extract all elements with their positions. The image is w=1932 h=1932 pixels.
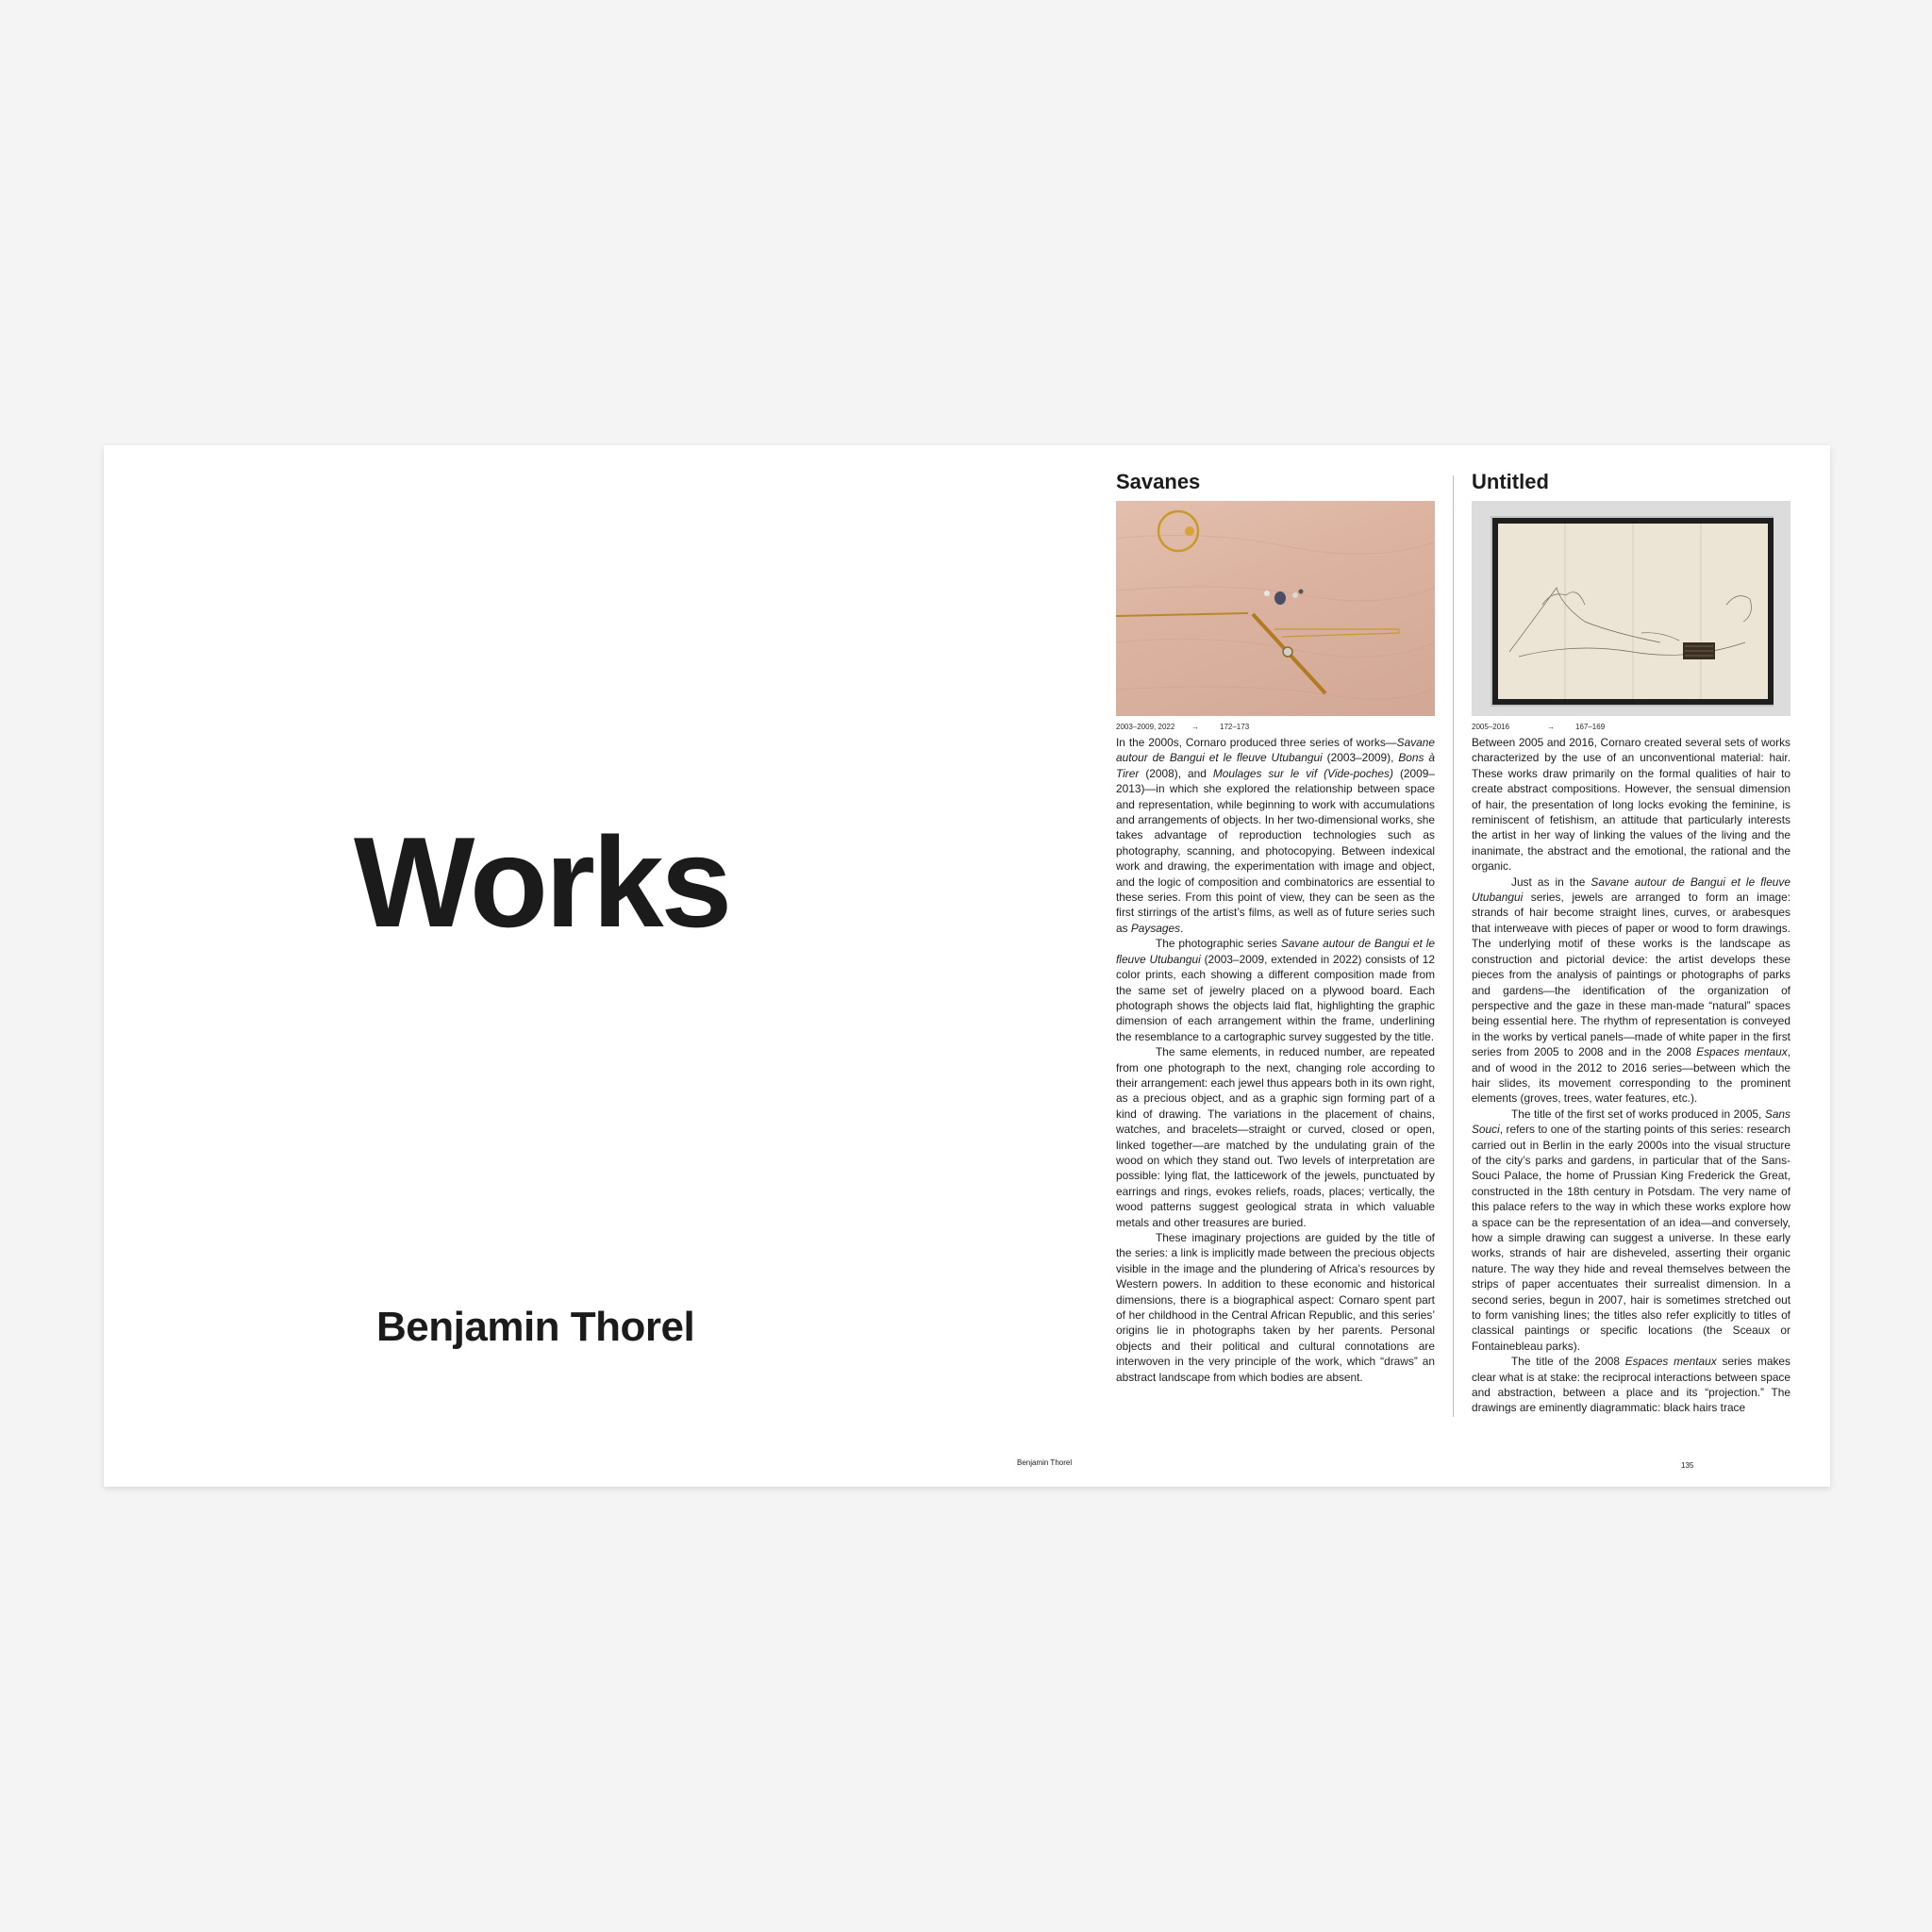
italic-title-run: Moulages sur le vif (Vide-poches) [1212,766,1393,780]
column-untitled [1472,470,1790,1416]
column-savanes [1116,470,1435,1385]
untitled-body [1472,735,1790,1416]
column-title: Untitled [1472,470,1549,493]
caption-pages: 172–173 [1220,723,1250,731]
italic-title-run: Savane autour de Bangui et le fleuve Utubangui [1472,874,1790,905]
italic-title-run: Espaces mentaux [1624,1355,1717,1369]
book-spread [104,445,1830,1487]
body-paragraph [1116,1044,1435,1230]
body-paragraph [1472,874,1790,1107]
italic-title-run: Bons à Tirer [1116,751,1435,780]
text-run: Just as in the [1511,874,1591,889]
text-run: (2003–2009, extended in 2022) consists of 12 color prints, each showing a different composition made from the same set of jewelry placed on a plywood board. Each photograph shows the objects laid flat, highlighting the graphic dimension of each arrangement within the frame, underlining the resemblance to a cartographic survey suggested by the title. [1116,952,1435,1043]
running-footer-author: Benjamin Thorel [1017,1458,1073,1467]
text-run: In the 2000s, Cornaro produced three series of works— [1116,736,1397,749]
text-run: , and of wood in the 2012 to 2016 series—between which the hair slides, its movement corresponding to the prominent elements (groves, trees, water features, etc.). [1472,1045,1790,1106]
text-run: The photographic series [1156,937,1281,951]
text-run: The title of the first set of works produced in 2005, [1511,1107,1765,1121]
text-run: The same elements, in reduced number, are repeated from one photograph to the next, changing role according to their arrangement: each jewel thus appears both in its own right, as a precious object, and as a graphic sign forming part of a kind of drawing. The variations in the placement of chains, watches, and bracelets—straight or curved, closed or open, linked together—are matched by the undulating grain of the wood on which they stand out. Two levels of interpretation are possible: lying flat, the latticework of the jewels, punctuated by earrings and rings, evokes reliefs, roads, places; vertically, the wood patterns suggest geological strata in which valuable metals and other treasures are buried. [1116,1045,1435,1229]
caption-pages: 167–169 [1575,723,1606,731]
column-title: Savanes [1116,470,1201,493]
text-run: series makes clear what is at stake: the reciprocal interactions between space and abstraction, between a place and its “projection.” The drawings are eminently diagrammatic: black hairs trace [1472,1355,1790,1415]
untitled-photo [1472,501,1790,716]
italic-title-run: Sans Souci [1472,1107,1790,1137]
text-run: series, jewels are arranged to form an image: strands of hair become straight lines, curves, or arabesques that interweave with pieces of paper or wood to form drawings. The underlying motif of these works is the landscape as construction and pictorial device: the artist develops these pieces from the analysis of paintings or photographs of parks and gardens—the identification of the organization of perspective and the gaze in these man-made “natural” spaces being essential here. The rhythm of representation is conveyed in the works by vertical panels—made of white paper in the first series from 2005 to 2008 and in the 2008 [1472,891,1790,1059]
body-paragraph [1116,1230,1435,1385]
caption-date: 2005–2016 [1472,723,1510,731]
jewelry-on-wood-illustration [1116,501,1435,716]
italic-title-run: Savane autour de Bangui et le fleuve Utubangui [1116,937,1436,966]
column-divider [1453,475,1454,1417]
text-run: . [1180,921,1184,935]
framed-hair-drawing-illustration [1472,501,1790,716]
text-run: Between 2005 and 2016, Cornaro created several sets of works characterized by the use of an unconventional material: hair. These works draw primarily on the formal qualities of hair to create abstract compositions. However, the sensual dimension of hair, the presentation of long locks evoking the feminine, is reminiscent of fetishism, an attitude that particularly interests the artist in her way of linking the values of the living and the inanimate, the abstract and the emotional, the rational and the organic. [1472,736,1790,874]
author-name: Benjamin Thorel [376,1304,695,1350]
text-run: (2009–2013)—in which she explored the relationship between space and representation, while beginning to work with accumulations and arrangements of objects. In her two-dimensional works, she takes advantage of reproduction technologies such as photography, scanning, and photocopying. Between indexical work and drawing, the experimentation with image and object, and the logic of composition and combinatorics are essential to these series. From this point of view, they can be seen as the first stirrings of the artist’s films, as well as of future series such as [1116,766,1435,935]
savanes-photo [1116,501,1435,716]
section-title: Works [354,810,730,954]
italic-title-run: Espaces mentaux [1696,1045,1788,1059]
italic-title-run: Paysages [1130,921,1181,935]
untitled-caption [1472,722,1790,732]
italic-title-run: Savane autour de Bangui et le fleuve Utubangui [1116,736,1435,765]
text-run: , refers to one of the starting points of this series: research carried out in Berlin in the early 2000s into the visual structure of the city’s parks and gardens, in particular that of the Sans-Souci Palace, the home of Prussian King Frederick the Great, constructed in the 18th century in Potsdam. The very name of this palace refers to the way in which these works explore how a space can be the representation of an idea—and conversely, how a simple drawing can suggest a universe. In these early works, strands of hair are disheveled, asserting their organic nature. The way they hide and reveal themselves between the strips of paper accentuates their surrealist dimension. In a second series, begun in 2007, hair is sometimes stretched out to form vanishing lines; the titles also refer explicitly to titles of classical paintings or specific locations (the Sceaux or Fontainebleau parks). [1472,1123,1790,1353]
body-paragraph [1116,735,1435,936]
caption-date: 2003–2009, 2022 [1116,723,1175,731]
arrow-right-icon: → [1547,723,1555,731]
savanes-caption [1116,722,1435,732]
text-run: The title of the 2008 [1511,1355,1625,1369]
body-paragraph [1472,735,1790,874]
body-paragraph [1472,1107,1790,1355]
body-paragraph [1116,936,1435,1044]
page-number: 135 [1681,1461,1694,1470]
body-paragraph [1472,1354,1790,1416]
arrow-right-icon: → [1191,723,1199,731]
text-run: These imaginary projections are guided by the title of the series: a link is implicitly made between the precious objects visible in the image and the plundering of Africa’s resources by Western powers. In addition to these economic and historical dimensions, there is a biographical aspect: Cornaro spent part of her childhood in the Central African Republic, and this series’ origins lie in photographs taken by her parents. Personal objects and their political and cultural connotations are interwoven in the very principle of the work, which “draws” an abstract landscape from which bodies are absent. [1116,1231,1435,1384]
text-run: (2008), and [1139,766,1213,780]
text-run: (2003–2009), [1322,751,1399,765]
savanes-body [1116,735,1435,1385]
